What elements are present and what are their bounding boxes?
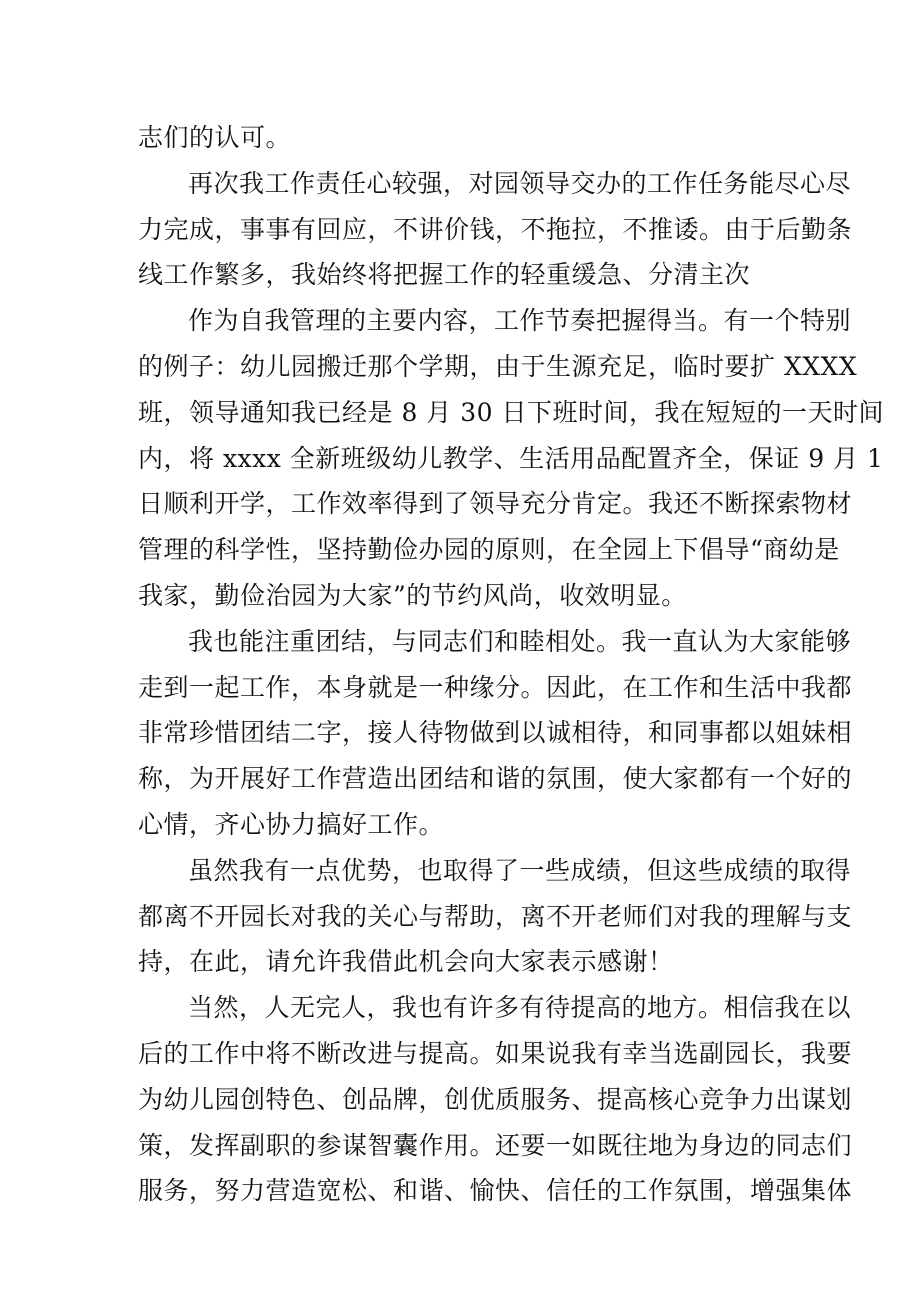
text-line: 策，发挥副职的参谋智囊作用。还要一如既往地为身边的同志们 xyxy=(138,1130,853,1160)
text-line: 走到一起工作，本身就是一种缘分。因此，在工作和生活中我都 xyxy=(138,672,853,702)
text-line: 为幼儿园创特色、创品牌，创优质服务、提高核心竞争力出谋划 xyxy=(138,1084,853,1114)
text-line: 后的工作中将不断改进与提高。如果说我有幸当选副园长，我要 xyxy=(138,1038,853,1068)
text-line: 内，将 xxxx 全新班级幼儿教学、生活用品配置齐全，保证 9 月 1 xyxy=(138,443,884,473)
text-line: 作为自我管理的主要内容，工作节奏把握得当。有一个特别 xyxy=(188,306,852,336)
text-line: 持，在此，请允许我借此机会向大家表示感谢！ xyxy=(138,947,674,977)
text-line: 管理的科学性，坚持勤俭办园的原则，在全园上下倡导“商幼是 xyxy=(138,535,840,565)
text-line: 称，为开展好工作营造出团结和谐的氛围，使大家都有一个好的 xyxy=(138,764,853,794)
text-line: 虽然我有一点优势，也取得了一些成绩，但这些成绩的取得 xyxy=(188,855,852,885)
text-line: 心情，齐心协力搞好工作。 xyxy=(138,809,445,839)
text-line: 我也能注重团结，与同志们和睦相处。我一直认为大家能够 xyxy=(188,626,852,656)
text-line: 力完成，事事有回应，不讲价钱，不拖拉，不推诿。由于后勤条 xyxy=(138,214,853,244)
text-line: 线工作繁多，我始终将把握工作的轻重缓急、分清主次 xyxy=(138,260,751,290)
text-line: 服务，努力营造宽松、和谐、愉快、信任的工作氛围，增强集体 xyxy=(138,1176,853,1206)
document-body xyxy=(138,115,885,1214)
text-line: 日顺利开学，工作效率得到了领导充分肯定。我还不断探索物材 xyxy=(138,489,853,519)
text-line: 再次我工作责任心较强，对园领导交办的工作任务能尽心尽 xyxy=(188,168,852,198)
text-line: 班，领导通知我已经是 8 月 30 日下班时间，我在短短的一天时间 xyxy=(138,397,885,427)
text-line: 非常珍惜团结二字，接人待物做到以诚相待，和同事都以姐妹相 xyxy=(138,718,853,748)
text-line: 当然，人无完人，我也有许多有待提高的地方。相信我在以 xyxy=(188,993,852,1023)
text-line: 志们的认可。 xyxy=(138,123,292,152)
text-line: 的例子：幼儿园搬迁那个学期，由于生源充足，临时要扩 XXXX xyxy=(138,351,858,381)
text-line: 我家，勤俭治园为大家”的节约风尚，收效明显。 xyxy=(138,580,687,610)
text-line: 都离不开园长对我的关心与帮助，离不开老师们对我的理解与支 xyxy=(138,901,853,931)
